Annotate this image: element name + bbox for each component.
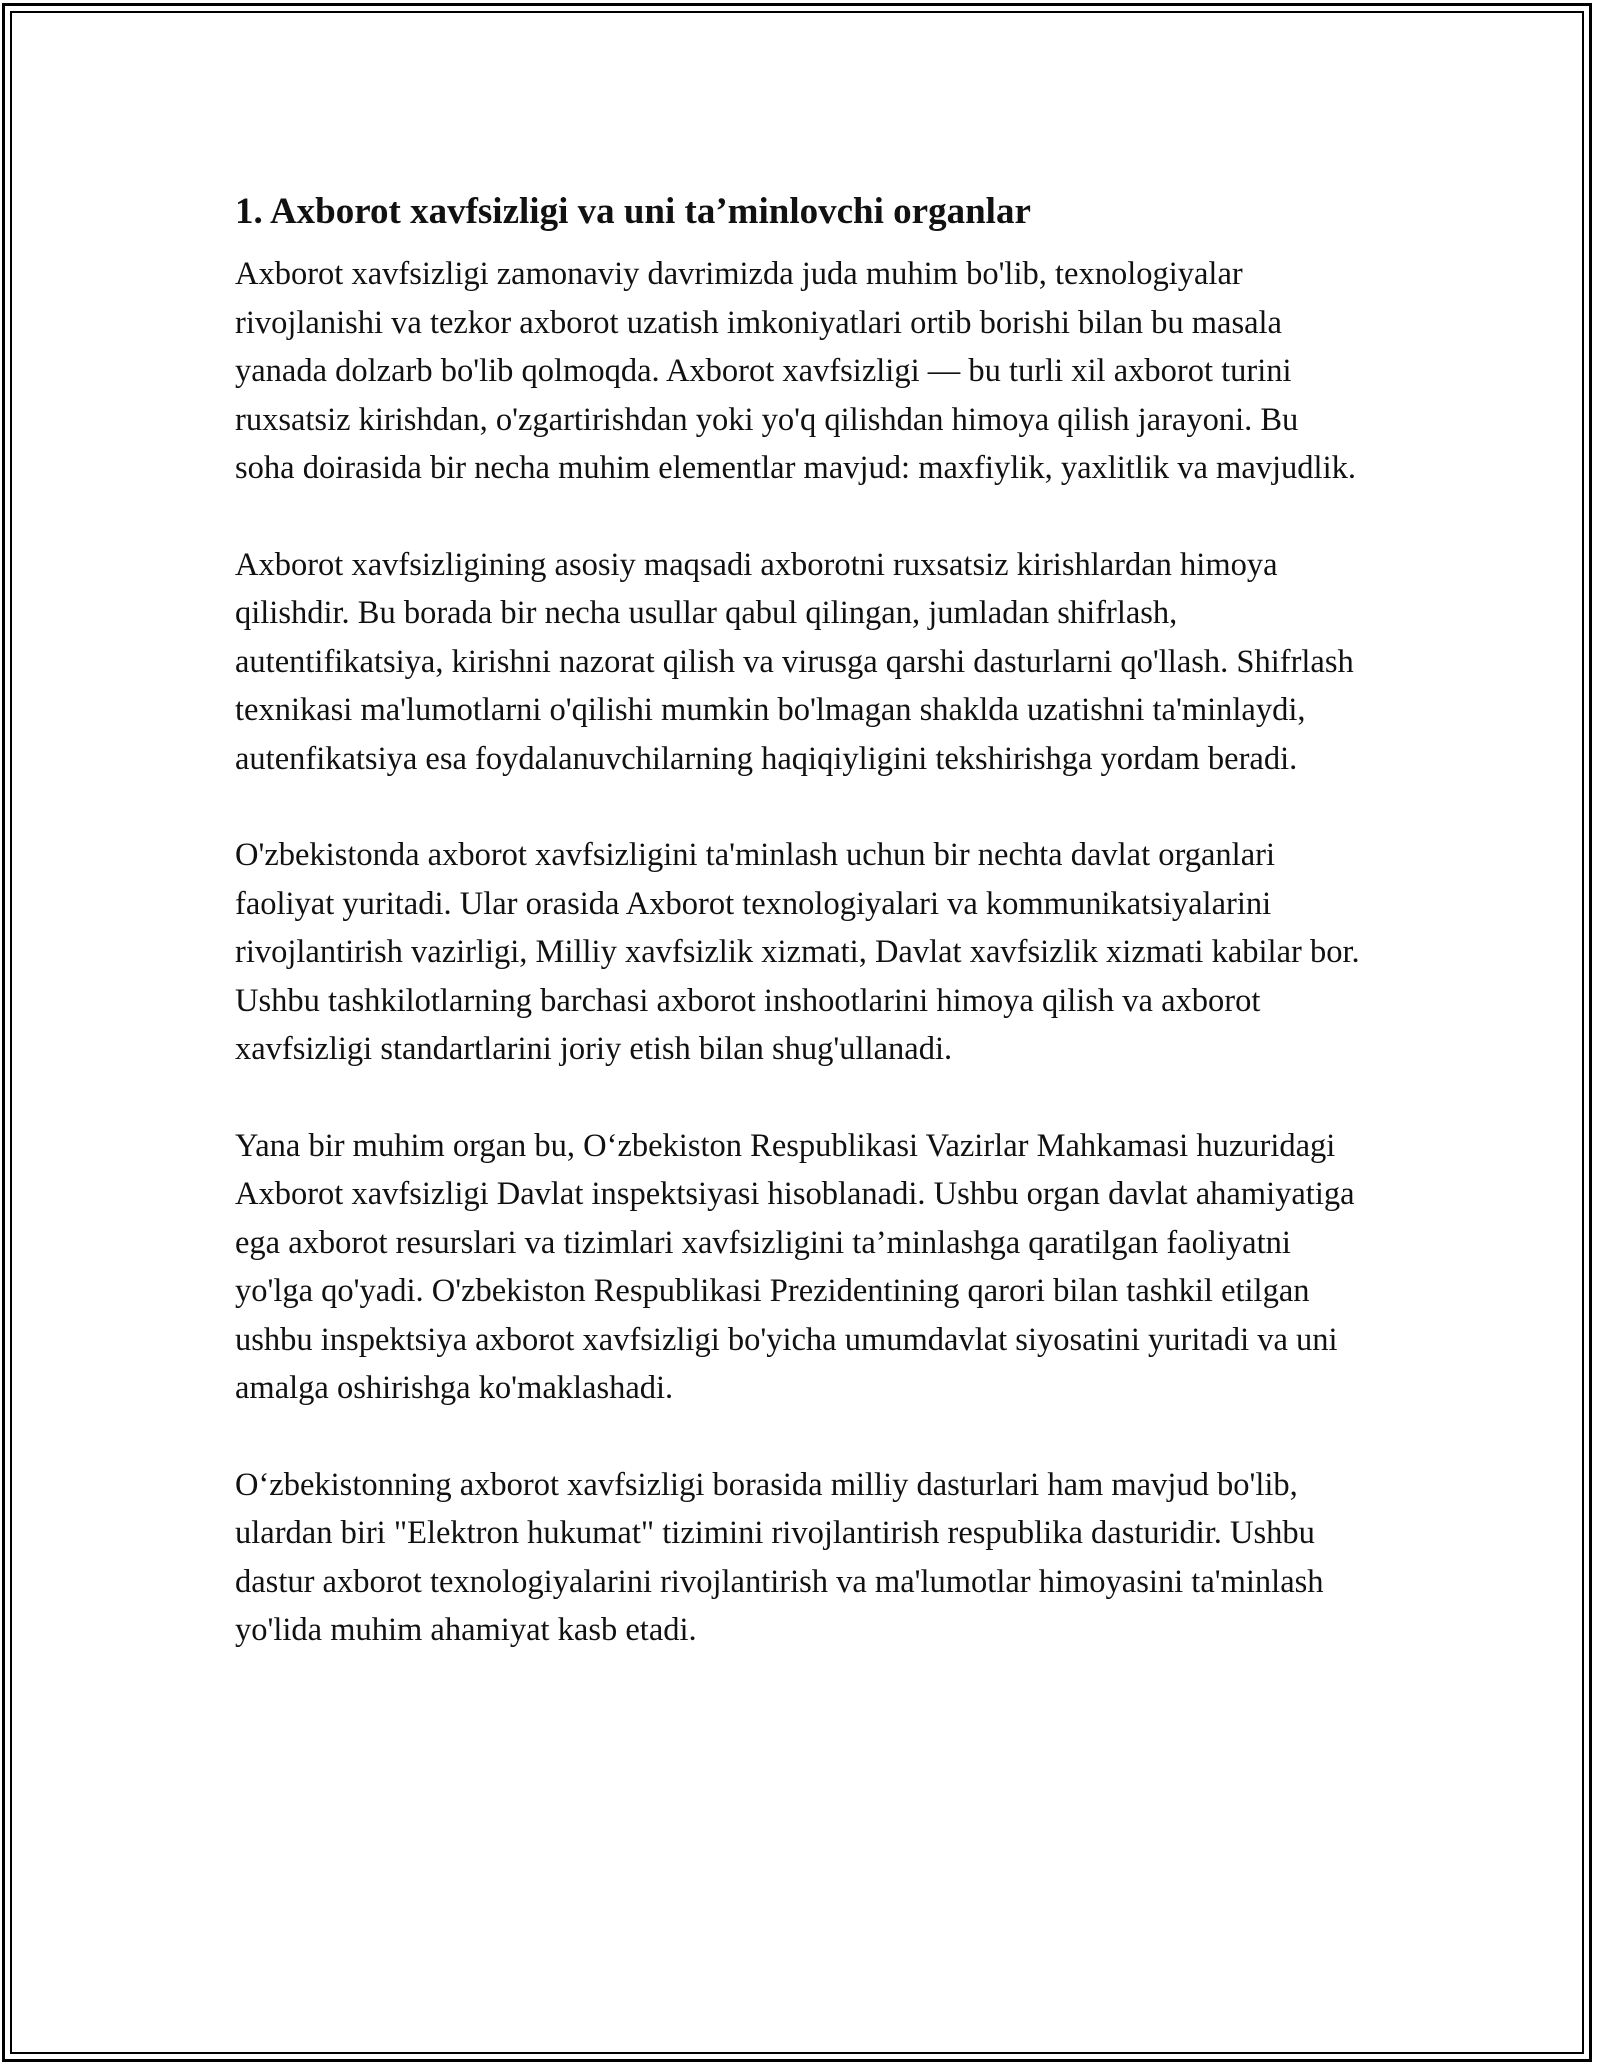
paragraph-inspection: Yana bir muhim organ bu, O‘zbekiston Respublikasi Vazirlar Mahkamasi huzuridagi Axborot xavfsizligi Davlat inspektsiyasi hisoblanadi. Ushbu organ davlat ahamiyatiga ega axborot resurslari va tizimlari xavfsizligini ta’minlashga qaratilgan faoliyatni yo'lga qo'yadi. O'zbekiston Respublikasi Prezidentining qarori bilan tashkil etilgan ushbu inspektsiya axborot xavfsizligi bo'yicha umumdavlat siyosatini yuritadi va uni amalga oshirishga ko'maklashadi.: [235, 1127, 1355, 1406]
paragraph-intro: Axborot xavfsizligi zamonaviy davrimizda juda muhim bo'lib, texnologiyalar rivojlanishi va tezkor axborot uzatish imkoniyatlari ortib borishi bilan bu masala yanada dolzarb bo'lib qolmoqda. Axborot xavfsizligi — bu turli xil axborot turini ruxsatsiz kirishdan, o'zgartirishdan yoki yo'q qilishdan himoya qilish jarayoni. Bu soha doirasida bir necha muhim elementlar mavjud: maxfiylik, yaxlitlik va mavjudlik.: [235, 256, 1356, 486]
paragraph-state-organs: O'zbekistonda axborot xavfsizligini ta'minlash uchun bir nechta davlat organlari faoliyat yuritadi. Ular orasida Axborot texnologiyalari va kommunikatsiyalarini rivojlantirish vazirligi, Milliy xavfsizlik xizmati, Davlat xavfsizlik xizmati kabilar bor. Ushbu tashkilotlarning barchasi axborot inshootlarini himoya qilish va axborot xavfsizligi standartlarini joriy etish bilan shug'ullanadi.: [235, 837, 1360, 1067]
paragraph-national-programs: O‘zbekistonning axborot xavfsizligi borasida milliy dasturlari ham mavjud bo'lib, ulardan biri "Elektron hukumat" tizimini rivojlantirish respublika dasturidir. Ushbu dastur axborot texnologiyalarini rivojlantirish va ma'lumotlar himoyasini ta'minlash yo'lida muhim ahamiyat kasb etadi.: [235, 1466, 1324, 1648]
document-title: 1. Axborot xavfsizligi va uni ta’minlovchi organlar: [235, 191, 1031, 232]
paragraph-methods: Axborot xavfsizligining asosiy maqsadi axborotni ruxsatsiz kirishlardan himoya qilishdir. Bu borada bir necha usullar qabul qilingan, jumladan shifrlash, autentifikatsiya, kirishni nazorat qilish va virusga qarshi dasturlarni qo'llash. Shifrlash texnikasi ma'lumotlarni o'qilishi mumkin bo'lmagan shaklda uzatishni ta'minlaydi, autenfikatsiya esa foydalanuvchilarning haqiqiyligini tekshirishga yordam beradi.: [235, 546, 1354, 777]
document-body: [235, 188, 1365, 1703]
